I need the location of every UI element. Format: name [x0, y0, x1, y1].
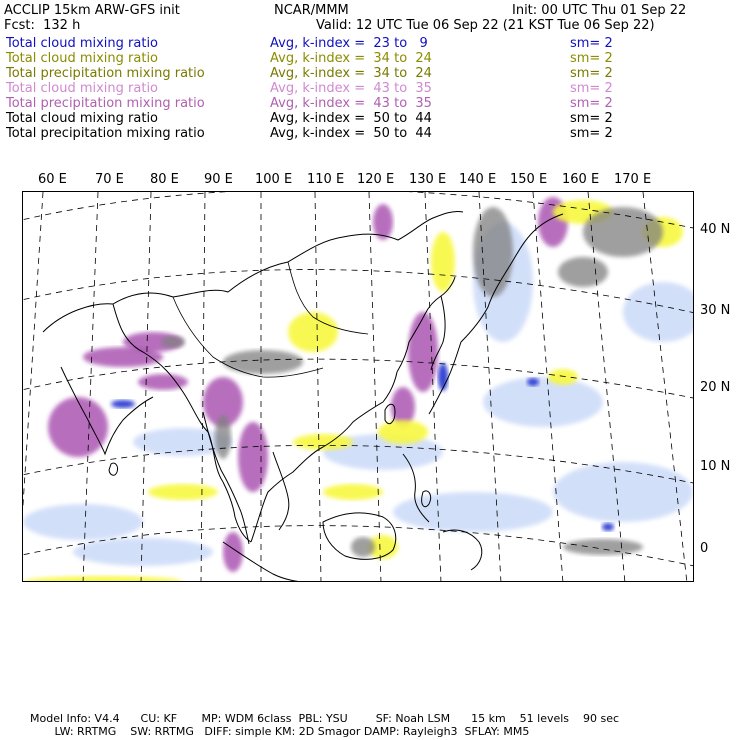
model-title: ACCLIP 15km ARW-GFS init — [4, 3, 180, 18]
precip-patch — [238, 422, 268, 492]
cloud-patch — [553, 462, 693, 522]
high-cloud-patch — [161, 336, 185, 348]
forecast-hour: Fcst: 132 h — [4, 18, 81, 33]
legend-sm: sm= 2 — [570, 81, 613, 96]
legend-avg: Avg, k-index = 43 to 35 — [270, 96, 432, 111]
cloud-yellow-patch — [431, 232, 455, 292]
lon-label: 160 E — [562, 172, 600, 187]
legend-sm: sm= 2 — [570, 66, 613, 81]
cloud-yellow-patch — [323, 484, 383, 500]
legend-avg: Avg, k-index = 23 to 9 — [270, 36, 428, 51]
cloud-yellow-patch — [548, 369, 578, 385]
legend-avg: Avg, k-index = 34 to 24 — [270, 51, 432, 66]
init-time: Init: 00 UTC Thu 01 Sep 22 — [512, 3, 687, 18]
lon-label: 130 E — [409, 172, 447, 187]
precip-patch — [408, 312, 438, 392]
precip-patch — [223, 532, 243, 572]
model-info-line2: LW: RRTMG SW: RRTMG DIFF: simple KM: 2D Smagor DAMP: Rayleigh3 SFLAY: MM5 — [30, 725, 530, 738]
cloud-patch — [393, 492, 553, 532]
legend-avg: Avg, k-index = 43 to 35 — [270, 81, 432, 96]
lon-label: 120 E — [357, 172, 395, 187]
cloud-yellow-patch — [148, 484, 218, 500]
high-cloud-patch — [215, 415, 231, 459]
lon-label: 90 E — [204, 172, 233, 187]
precip-patch — [48, 397, 108, 457]
map-panel — [22, 191, 694, 582]
high-cloud-patch — [473, 207, 513, 297]
lon-label: 80 E — [150, 172, 179, 187]
cloud-yellow-patch — [23, 576, 183, 582]
high-cloud-patch — [351, 537, 375, 557]
deep-precip-spot — [438, 363, 448, 391]
deep-precip-spot — [111, 400, 135, 408]
lat-label: 40 N — [700, 222, 731, 237]
lat-label: 30 N — [700, 303, 731, 318]
lon-label: 60 E — [38, 172, 67, 187]
legend-field: Total precipitation mixing ratio — [6, 126, 205, 141]
legend-avg: Avg, k-index = 50 to 44 — [270, 111, 432, 126]
cloud-patch — [623, 282, 694, 342]
lon-label: 140 E — [459, 172, 497, 187]
high-cloud-patch — [223, 350, 303, 374]
model-info-line1: Model Info: V4.4 CU: KF MP: WDM 6class PBL: YSU SF: Noah LSM 15 km 51 levels 90 sec — [30, 712, 620, 725]
deep-precip-spot — [602, 523, 614, 531]
legend-avg: Avg, k-index = 34 to 24 — [270, 66, 432, 81]
lat-label: 20 N — [700, 380, 731, 395]
legend-field: Total cloud mixing ratio — [6, 81, 159, 96]
legend-sm: sm= 2 — [570, 111, 613, 126]
deep-precip-spot — [527, 378, 539, 386]
cloud-patch — [483, 377, 603, 427]
cloud-yellow-patch — [378, 420, 428, 444]
lat-label: 0 — [700, 541, 709, 556]
lon-label: 70 E — [95, 172, 124, 187]
high-cloud-patch — [558, 257, 608, 287]
lon-label: 170 E — [614, 172, 652, 187]
legend-sm: sm= 2 — [570, 36, 613, 51]
high-cloud-patch — [563, 539, 643, 555]
cloud-yellow-patch — [293, 434, 353, 450]
lon-label: 100 E — [255, 172, 293, 187]
lat-label: 10 N — [700, 459, 731, 474]
lon-label: 110 E — [307, 172, 345, 187]
legend-field: Total cloud mixing ratio — [6, 51, 159, 66]
legend-field: Total cloud mixing ratio — [6, 111, 159, 126]
legend-field: Total precipitation mixing ratio — [6, 66, 205, 81]
lon-label: 150 E — [510, 172, 548, 187]
valid-time: Valid: 12 UTC Tue 06 Sep 22 (21 KST Tue 06 Sep 22) — [316, 18, 655, 33]
legend-sm: sm= 2 — [570, 96, 613, 111]
legend-avg: Avg, k-index = 50 to 44 — [270, 126, 432, 141]
legend-sm: sm= 2 — [570, 126, 613, 141]
legend-field: Total precipitation mixing ratio — [6, 96, 205, 111]
legend-field: Total cloud mixing ratio — [6, 36, 159, 51]
high-cloud-patch — [583, 207, 663, 257]
cloud-patch — [23, 504, 143, 540]
cloud-yellow-patch — [288, 312, 338, 352]
legend-sm: sm= 2 — [570, 51, 613, 66]
org-label: NCAR/MMM — [274, 3, 349, 18]
map-canvas — [23, 192, 694, 582]
field-shading — [23, 197, 694, 582]
